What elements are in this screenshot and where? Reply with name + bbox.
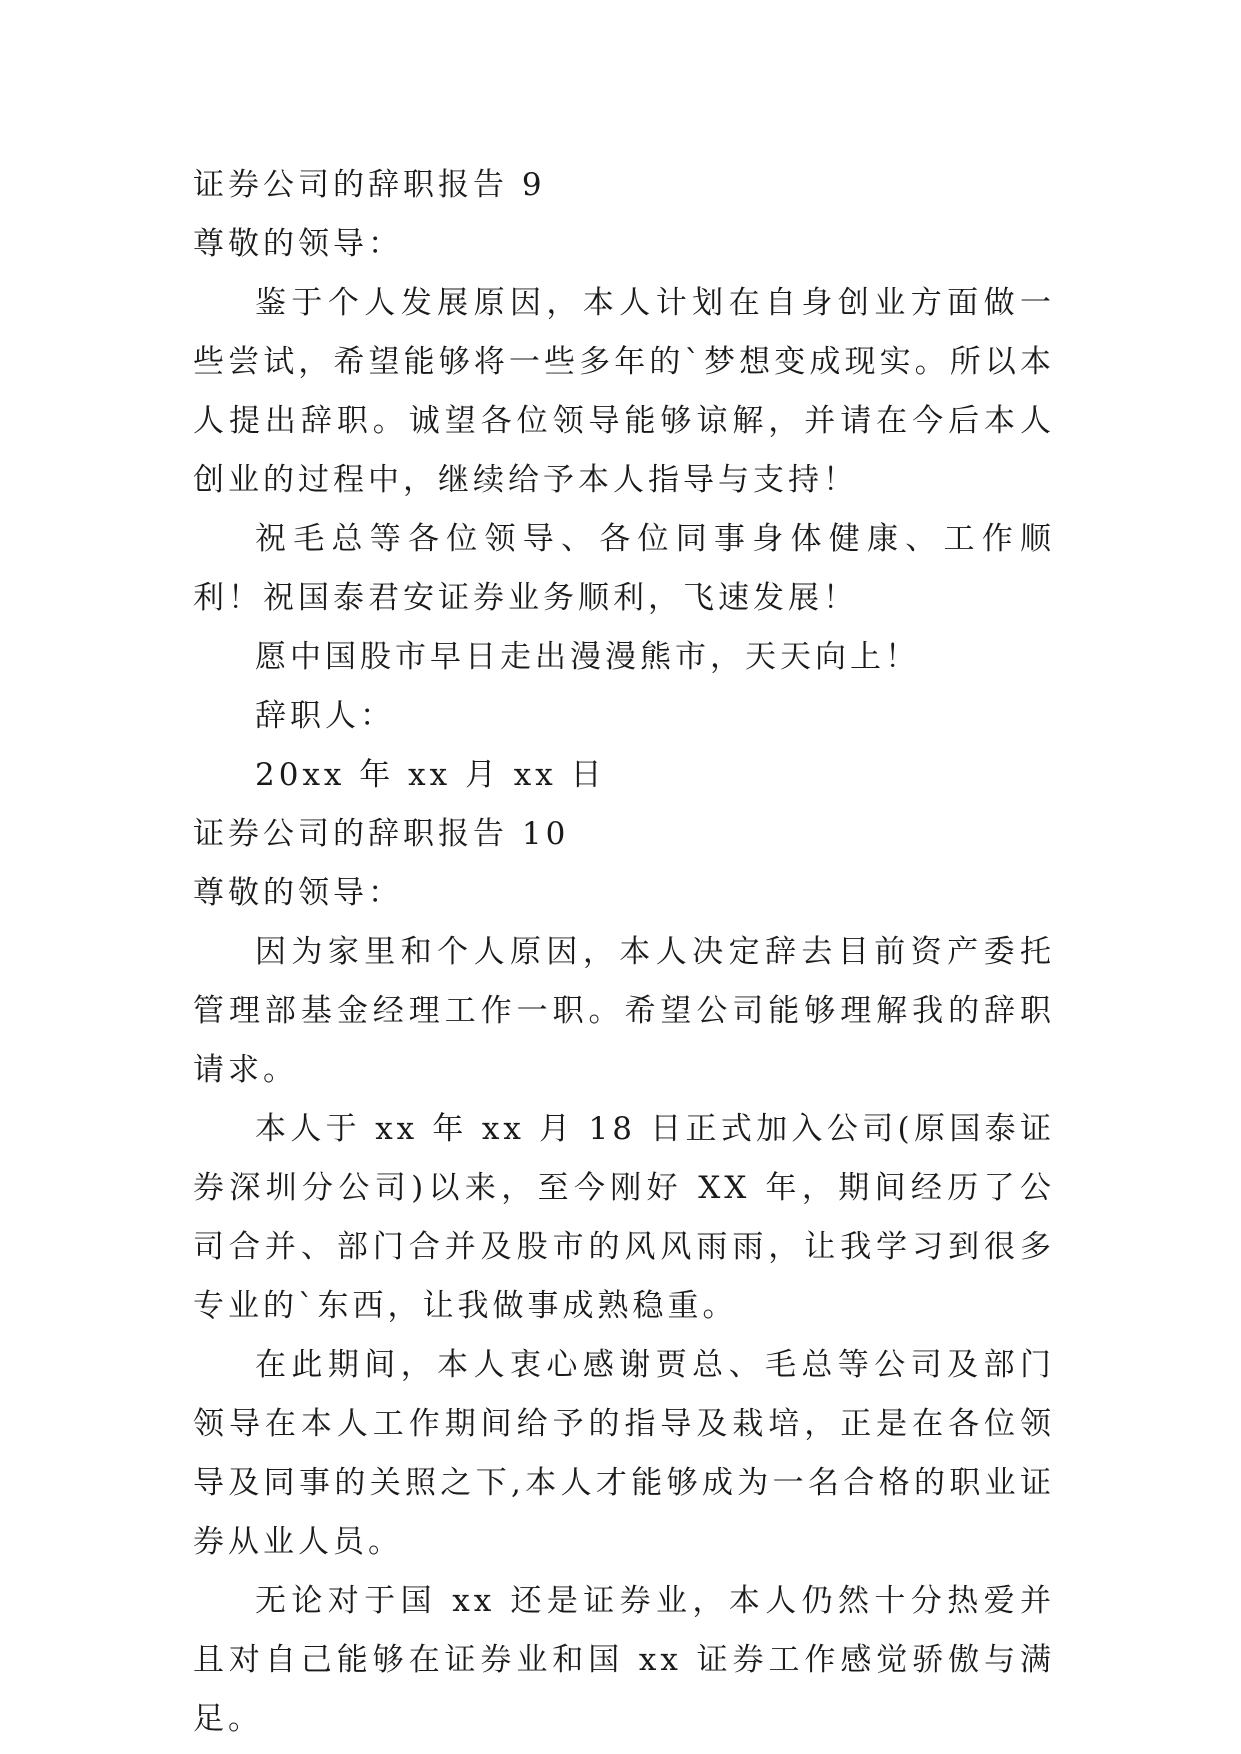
body-paragraph: 鉴于个人发展原因，本人计划在自身创业方面做一些尝试，希望能够将一些多年的`梦想变成现实。所以本人提出辞职。诚望各位领导能够谅解，并请在今后本人创业的过程中，继续给予本人指导与支持！ <box>193 285 1055 498</box>
body-paragraph: 无论对于国 xx 还是证券业，本人仍然十分热爱并且对自己能够在证券业和国 xx 证券工作感觉骄傲与满足。 <box>193 1583 1055 1737</box>
section-title: 证券公司的辞职报告 10 <box>193 816 570 852</box>
body-paragraph: 本人于 xx 年 xx 月 18 日正式加入公司(原国泰证券深圳分公司)以来，至今刚好 XX 年，期间经历了公司合并、部门合并及股市的风风雨雨，让我学习到很多专业的`东西，让我做事成熟稳重。 <box>193 1111 1055 1324</box>
body-paragraph: 因为家里和个人原因，本人决定辞去目前资产委托管理部基金经理工作一职。希望公司能够理解我的辞职请求。 <box>193 934 1055 1088</box>
signature-date: 20xx 年 xx 月 xx 日 <box>255 757 606 793</box>
body-paragraph: 在此期间，本人衷心感谢贾总、毛总等公司及部门领导在本人工作期间给予的指导及栽培，正是在各位领导及同事的关照之下,本人才能够成为一名合格的职业证券从业人员。 <box>193 1347 1055 1560</box>
salutation: 尊敬的领导： <box>193 226 403 262</box>
signature-label: 辞职人： <box>255 698 395 734</box>
body-paragraph: 祝毛总等各位领导、各位同事身体健康、工作顺利！祝国泰君安证券业务顺利，飞速发展！ <box>193 521 1055 616</box>
document-body <box>193 156 1055 1749</box>
section-title: 证券公司的辞职报告 9 <box>193 167 546 203</box>
salutation: 尊敬的领导： <box>193 875 403 911</box>
body-paragraph: 愿中国股市早日走出漫漫熊市，天天向上！ <box>255 639 920 675</box>
